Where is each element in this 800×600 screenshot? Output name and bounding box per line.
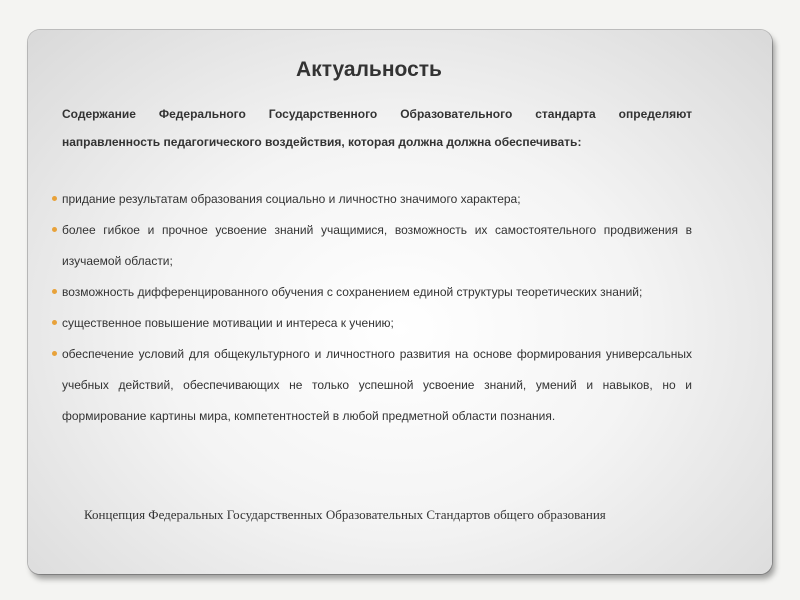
- bullet-dot-icon: [52, 289, 57, 294]
- bullet-text: более гибкое и прочное усвоение знаний учащимися, возможность их самостоятельного продвижения в изучаемой области;: [62, 223, 692, 268]
- bullet-text: придание результатам образования социально и личностно значимого характера;: [62, 192, 521, 206]
- bullet-dot-icon: [52, 227, 57, 232]
- bullet-dot-icon: [52, 320, 57, 325]
- bullet-text: возможность дифференцированного обучения с сохранением единой структуры теоретических знаний;: [62, 285, 643, 299]
- bullet-text: существенное повышение мотивации и интереса к учению;: [62, 316, 394, 330]
- bullet-dot-icon: [52, 351, 57, 356]
- source-footnote: Концепция Федеральных Государственных Образовательных Стандартов общего образования: [84, 507, 606, 522]
- list-item: [52, 339, 692, 432]
- list-item: [52, 277, 692, 308]
- bullet-text: обеспечение условий для общекультурного и личностного развития на основе формирования универсальных учебных действий, обеспечивающих не только успешной усвоение знаний, умений и навыков, но и формирование картины мира, компетентностей в любой предметной области познания.: [62, 347, 692, 423]
- bullet-dot-icon: [52, 196, 57, 201]
- bullet-list: [52, 184, 692, 432]
- slide-card: [28, 30, 772, 574]
- intro-line-1: Содержание Федерального Государственного Образовательного стандарта определяют: [62, 107, 692, 121]
- list-item: [52, 215, 692, 277]
- intro-paragraph: [62, 100, 692, 156]
- list-item: [52, 184, 692, 215]
- list-item: [52, 308, 692, 339]
- slide-title: Актуальность: [296, 58, 442, 81]
- intro-line-2: направленность педагогического воздействия, которая должна должна обеспечивать:: [62, 135, 582, 149]
